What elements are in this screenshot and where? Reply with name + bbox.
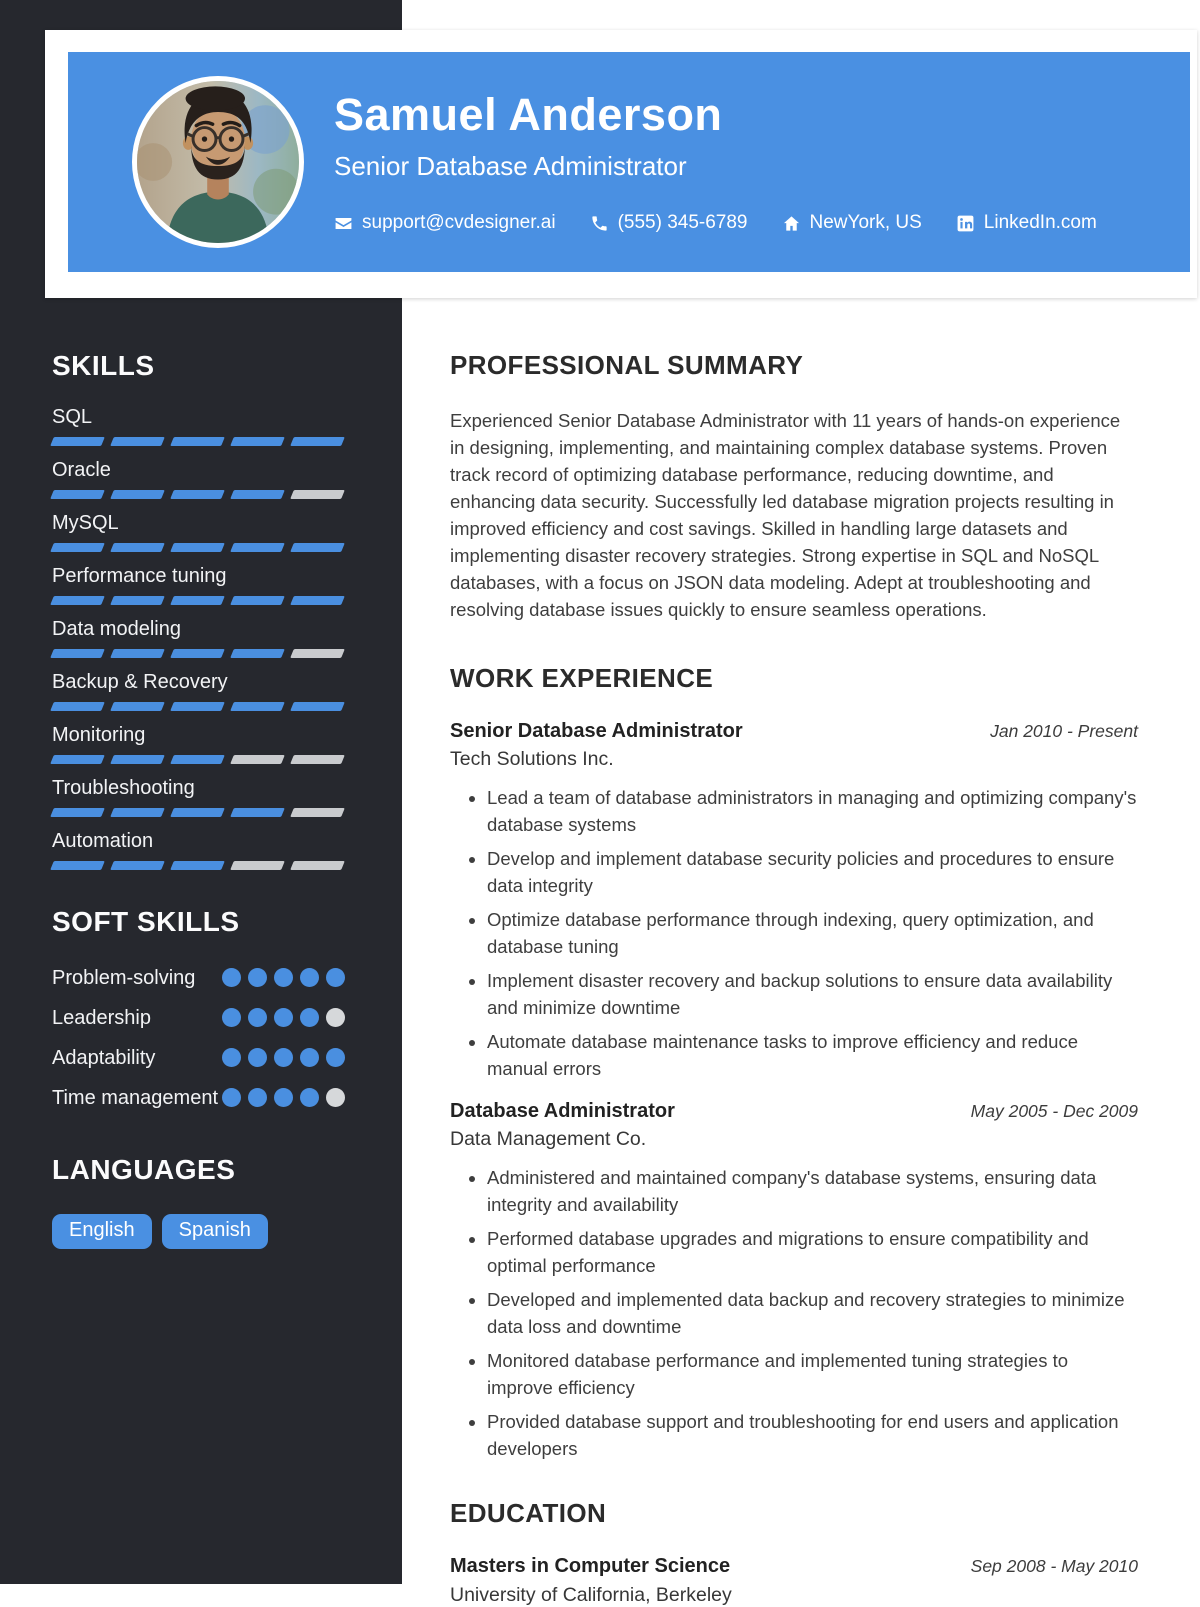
main-content xyxy=(450,350,1138,1607)
skill-item xyxy=(52,830,345,870)
contact-email-text: support@cvdesigner.ai xyxy=(362,212,556,234)
bar-segment-filled xyxy=(50,490,105,499)
work-experience-title: WORK EXPERIENCE xyxy=(450,663,714,693)
job-dates: Jan 2010 - Present xyxy=(990,721,1138,741)
soft-skill-item xyxy=(52,964,345,992)
bar-segment-filled xyxy=(170,808,225,817)
job-title: Senior Database Administrator xyxy=(450,720,743,742)
bar-segment-filled xyxy=(50,437,105,446)
job-company: Data Management Co. xyxy=(450,1128,647,1150)
person-title: Senior Database Administrator xyxy=(334,151,687,182)
jobs-list xyxy=(450,720,1138,1462)
dot-filled xyxy=(274,1048,293,1067)
person-name: Samuel Anderson xyxy=(334,88,723,140)
phone-icon xyxy=(590,214,609,233)
skills-list xyxy=(52,406,345,870)
header-banner xyxy=(68,52,1190,272)
skill-level-bar xyxy=(52,861,345,870)
contact-email[interactable] xyxy=(334,212,556,234)
bar-segment-filled xyxy=(230,543,285,552)
skill-name: SQL xyxy=(52,406,93,428)
skill-level-bar xyxy=(52,490,345,499)
job-title: Database Administrator xyxy=(450,1100,675,1122)
bar-segment-filled xyxy=(110,649,165,658)
languages-title: LANGUAGES xyxy=(52,1154,236,1185)
linkedin-icon xyxy=(956,214,975,233)
dot-filled xyxy=(326,968,345,987)
soft-skill-item xyxy=(52,1084,345,1112)
contact-location[interactable] xyxy=(782,212,922,234)
bar-segment-filled xyxy=(170,543,225,552)
soft-skill-dots xyxy=(222,1084,345,1107)
skills-title: SKILLS xyxy=(52,350,155,381)
identity-block xyxy=(334,90,1097,235)
summary-title: PROFESSIONAL SUMMARY xyxy=(450,350,804,380)
bar-segment-empty xyxy=(230,755,285,764)
education-entry xyxy=(450,1555,1138,1607)
job-bullet: • Lead a team of database administrators in managing and optimizing company's database systems xyxy=(487,784,1138,838)
soft-skill-name: Time management xyxy=(52,1087,218,1109)
bar-segment-empty xyxy=(230,861,285,870)
skill-item xyxy=(52,512,345,552)
dot-filled xyxy=(248,1048,267,1067)
contact-row xyxy=(334,212,1097,234)
contact-linkedin[interactable] xyxy=(956,212,1097,234)
bar-segment-filled xyxy=(170,596,225,605)
skill-name: Automation xyxy=(52,830,154,852)
bar-segment-empty xyxy=(290,755,345,764)
soft-skill-item xyxy=(52,1004,345,1032)
home-icon xyxy=(782,214,801,233)
job-entry xyxy=(450,1100,1138,1462)
skill-level-bar xyxy=(52,543,345,552)
dot-filled xyxy=(222,1008,241,1027)
bar-segment-filled xyxy=(230,702,285,711)
skill-name: Monitoring xyxy=(52,724,146,746)
bar-segment-filled xyxy=(110,490,165,499)
dot-filled xyxy=(248,968,267,987)
skill-level-bar xyxy=(52,437,345,446)
bar-segment-filled xyxy=(290,543,345,552)
skill-name: MySQL xyxy=(52,512,119,534)
skill-name: Oracle xyxy=(52,459,111,481)
contact-linkedin-text: LinkedIn.com xyxy=(983,212,1097,234)
job-company: Tech Solutions Inc. xyxy=(450,748,614,770)
languages-list xyxy=(52,1214,345,1249)
soft-skill-dots xyxy=(222,1044,345,1067)
skill-item xyxy=(52,565,345,605)
dot-filled xyxy=(274,1088,293,1107)
bar-segment-empty xyxy=(290,808,345,817)
dot-filled xyxy=(222,1048,241,1067)
skill-name: Data modeling xyxy=(52,618,181,640)
dot-filled xyxy=(248,1008,267,1027)
bar-segment-filled xyxy=(50,861,105,870)
skill-item xyxy=(52,777,345,817)
bar-segment-filled xyxy=(230,808,285,817)
bar-segment-filled xyxy=(170,649,225,658)
job-header xyxy=(450,720,1138,743)
skill-level-bar xyxy=(52,596,345,605)
bar-segment-filled xyxy=(50,808,105,817)
bar-segment-filled xyxy=(230,437,285,446)
bar-segment-filled xyxy=(110,755,165,764)
bar-segment-empty xyxy=(290,490,345,499)
skill-name: Backup & Recovery xyxy=(52,671,228,693)
bar-segment-filled xyxy=(230,649,285,658)
bar-segment-filled xyxy=(230,490,285,499)
sidebar xyxy=(0,298,402,1249)
bar-segment-filled xyxy=(50,702,105,711)
bar-segment-filled xyxy=(170,490,225,499)
job-bullet: • Developed and implemented data backup and recovery strategies to minimize data loss and downtime xyxy=(487,1286,1138,1340)
bar-segment-filled xyxy=(290,702,345,711)
education-list xyxy=(450,1555,1138,1607)
soft-skill-name: Leadership xyxy=(52,1007,151,1029)
language-chip[interactable]: English xyxy=(52,1214,152,1249)
dot-filled xyxy=(300,968,319,987)
skill-level-bar xyxy=(52,755,345,764)
education-dates: Sep 2008 - May 2010 xyxy=(970,1556,1138,1576)
job-bullet: • Provided database support and troubleshooting for end users and application developers xyxy=(487,1408,1138,1462)
job-bullet: • Monitored database performance and implemented tuning strategies to improve efficiency xyxy=(487,1347,1138,1401)
dot-empty xyxy=(326,1008,345,1027)
soft-skill-name: Problem-solving xyxy=(52,967,196,989)
dot-filled xyxy=(300,1008,319,1027)
dot-filled xyxy=(326,1048,345,1067)
bar-segment-filled xyxy=(110,861,165,870)
bar-segment-filled xyxy=(50,596,105,605)
bar-segment-filled xyxy=(110,702,165,711)
job-bullet: • Develop and implement database security policies and procedures to ensure data integrity xyxy=(487,845,1138,899)
soft-skills-list xyxy=(52,964,345,1112)
soft-skill-dots xyxy=(222,1004,345,1027)
mail-icon xyxy=(334,214,353,233)
skill-item xyxy=(52,724,345,764)
skill-item xyxy=(52,618,345,658)
bar-segment-filled xyxy=(50,755,105,764)
dot-filled xyxy=(300,1088,319,1107)
bar-segment-filled xyxy=(110,808,165,817)
bar-segment-filled xyxy=(290,596,345,605)
contact-phone[interactable] xyxy=(590,212,748,234)
summary-text: Experienced Senior Database Administrator with 11 years of hands-on experience in designing, implementing, and maintaining complex database systems. Proven track record of optimizing database performance, reducing downtime, and enhancing data security. Successfully led database migration projects resulting in improved efficiency and cost savings. Skilled in handling large datasets and implementing disaster recovery strategies. Strong expertise in SQL and NoSQL databases, with a focus on JSON data modeling. Adept at troubleshooting and resolving database issues quickly to ensure seamless operations. xyxy=(450,410,1121,620)
bar-segment-filled xyxy=(290,437,345,446)
bar-segment-filled xyxy=(170,702,225,711)
bar-segment-empty xyxy=(290,649,345,658)
bar-segment-filled xyxy=(110,543,165,552)
job-bullet: • Administered and maintained company's database systems, ensuring data integrity and availability xyxy=(487,1164,1138,1218)
language-chip[interactable]: Spanish xyxy=(162,1214,268,1249)
soft-skill-item xyxy=(52,1044,345,1072)
soft-skills-title: SOFT SKILLS xyxy=(52,906,240,937)
job-bullet: • Automate database maintenance tasks to improve efficiency and reduce manual errors xyxy=(487,1028,1138,1082)
skill-item xyxy=(52,671,345,711)
profile-photo xyxy=(132,76,304,248)
profile-photo-illustration xyxy=(137,81,299,243)
job-entry xyxy=(450,720,1138,1082)
skill-level-bar xyxy=(52,808,345,817)
bar-segment-filled xyxy=(110,437,165,446)
job-bullet: • Performed database upgrades and migrations to ensure compatibility and optimal performance xyxy=(487,1225,1138,1279)
bar-segment-filled xyxy=(110,596,165,605)
education-school: University of California, Berkeley xyxy=(450,1584,732,1606)
bar-segment-filled xyxy=(170,861,225,870)
skill-item xyxy=(52,459,345,499)
bar-segment-filled xyxy=(230,596,285,605)
job-bullets xyxy=(450,784,1138,1082)
dot-empty xyxy=(326,1088,345,1107)
contact-phone-text: (555) 345-6789 xyxy=(617,212,748,234)
bar-segment-filled xyxy=(50,649,105,658)
job-bullet: • Optimize database performance through indexing, query optimization, and database tuning xyxy=(487,906,1138,960)
job-dates: May 2005 - Dec 2009 xyxy=(970,1101,1138,1121)
dot-filled xyxy=(274,1008,293,1027)
skill-level-bar xyxy=(52,649,345,658)
bar-segment-empty xyxy=(290,861,345,870)
bar-segment-filled xyxy=(170,437,225,446)
skill-level-bar xyxy=(52,702,345,711)
skill-name: Troubleshooting xyxy=(52,777,195,799)
education-title: EDUCATION xyxy=(450,1498,607,1528)
dot-filled xyxy=(300,1048,319,1067)
dot-filled xyxy=(274,968,293,987)
dot-filled xyxy=(248,1088,267,1107)
job-bullet: • Implement disaster recovery and backup solutions to ensure data availability and minimize downtime xyxy=(487,967,1138,1021)
soft-skill-name: Adaptability xyxy=(52,1047,156,1069)
soft-skill-dots xyxy=(222,964,345,987)
contact-location-text: NewYork, US xyxy=(809,212,922,234)
education-header xyxy=(450,1555,1138,1578)
skill-item xyxy=(52,406,345,446)
education-degree: Masters in Computer Science xyxy=(450,1555,731,1577)
dot-filled xyxy=(222,968,241,987)
skill-name: Performance tuning xyxy=(52,565,227,587)
dot-filled xyxy=(222,1088,241,1107)
bar-segment-filled xyxy=(50,543,105,552)
job-header xyxy=(450,1100,1138,1123)
job-bullets xyxy=(450,1164,1138,1462)
bar-segment-filled xyxy=(170,755,225,764)
